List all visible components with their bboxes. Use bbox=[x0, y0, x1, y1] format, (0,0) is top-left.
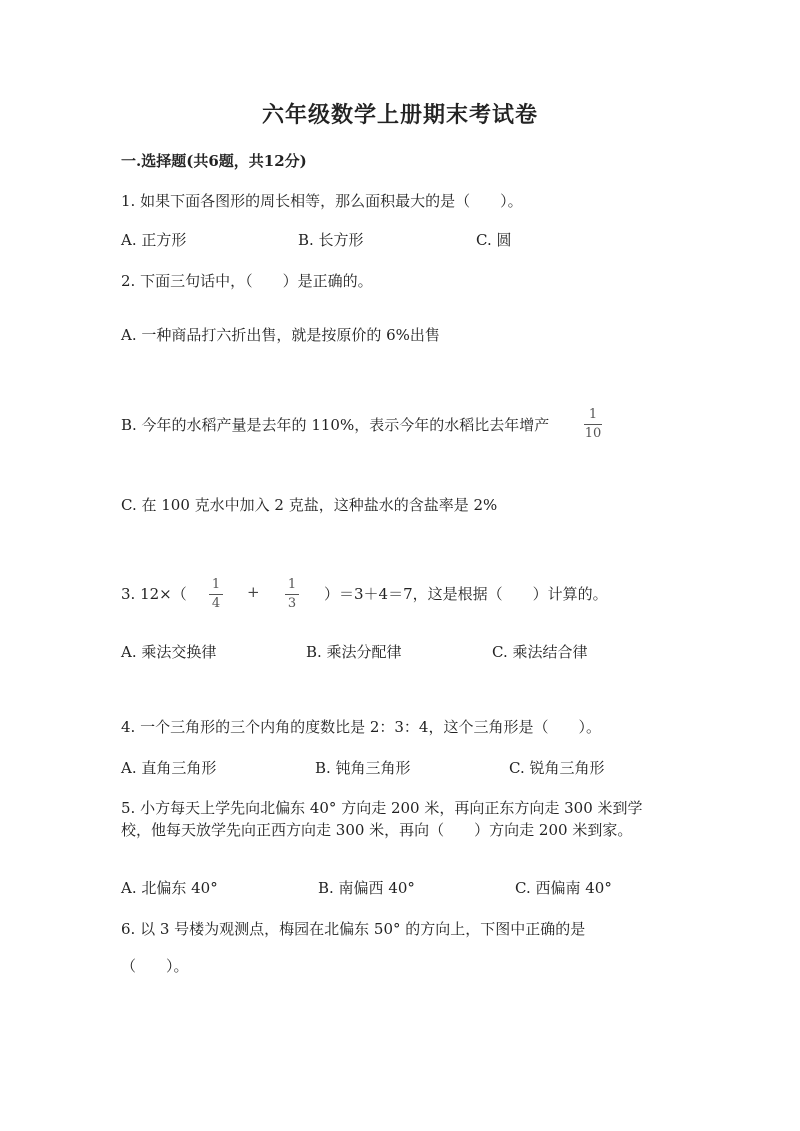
question-2-fraction bbox=[584, 408, 602, 441]
fraction-bar bbox=[584, 424, 602, 425]
question-2-option-a: A. 一种商品打六折出售，就是按原价的 6%出售 bbox=[121, 326, 440, 344]
fraction-numerator: 1 bbox=[588, 407, 598, 422]
question-1-option-b: B. 长方形 bbox=[298, 231, 364, 249]
question-3-fraction-2 bbox=[285, 578, 299, 611]
page-title: 六年级数学上册期末考试卷 bbox=[261, 102, 538, 128]
fraction-bar bbox=[209, 594, 223, 595]
question-6-line-2: （ ）。 bbox=[121, 957, 189, 975]
question-5-line-2: 校，他每天放学先向正西方向走 300 米，再向（ ）方向走 200 米到家。 bbox=[121, 821, 633, 839]
question-6-line-1: 6. 以 3 号楼为观测点，梅园在北偏东 50° 的方向上，下图中正确的是 bbox=[121, 920, 586, 938]
question-2-option-b: B. 今年的水稻产量是去年的 110%，表示今年的水稻比去年增产 bbox=[121, 416, 550, 434]
fraction-denominator: 10 bbox=[584, 426, 602, 441]
question-1-option-a: A. 正方形 bbox=[121, 231, 187, 249]
question-4-option-b: B. 钝角三角形 bbox=[315, 759, 411, 777]
question-3-fraction-1 bbox=[209, 578, 223, 611]
question-1-option-c: C. 圆 bbox=[476, 231, 512, 249]
question-1-text: 1. 如果下面各图形的周长相等，那么面积最大的是（ ）。 bbox=[121, 192, 523, 210]
fraction-numerator: 1 bbox=[211, 577, 221, 592]
section-heading: 一.选择题(共6题，共12分) bbox=[121, 152, 307, 170]
question-5-option-c: C. 西偏南 40° bbox=[515, 879, 612, 897]
question-5-option-b: B. 南偏西 40° bbox=[318, 879, 415, 897]
question-3-option-c: C. 乘法结合律 bbox=[492, 643, 588, 661]
question-2-option-c: C. 在 100 克水中加入 2 克盐，这种盐水的含盐率是 2% bbox=[121, 496, 498, 514]
fraction-denominator: 3 bbox=[287, 596, 297, 611]
fraction-denominator: 4 bbox=[211, 596, 221, 611]
question-3-prefix: 3. 12×（ bbox=[121, 585, 187, 603]
question-4-text: 4. 一个三角形的三个内角的度数比是 2：3：4，这个三角形是（ ）。 bbox=[121, 718, 601, 736]
fraction-bar bbox=[285, 594, 299, 595]
plus-sign: + bbox=[247, 583, 260, 601]
question-2-text: 2. 下面三句话中，（ ）是正确的。 bbox=[121, 272, 373, 290]
question-3-suffix: ）＝3＋4＝7，这是根据（ ）计算的。 bbox=[324, 585, 608, 603]
question-3-option-b: B. 乘法分配律 bbox=[306, 643, 402, 661]
fraction-numerator: 1 bbox=[287, 577, 297, 592]
question-4-option-c: C. 锐角三角形 bbox=[509, 759, 605, 777]
question-4-option-a: A. 直角三角形 bbox=[121, 759, 217, 777]
question-5-line-1: 5. 小方每天上学先向北偏东 40° 方向走 200 米，再向正东方向走 300 米到学 bbox=[121, 799, 643, 817]
question-5-option-a: A. 北偏东 40° bbox=[121, 879, 218, 897]
question-3-option-a: A. 乘法交换律 bbox=[121, 643, 217, 661]
